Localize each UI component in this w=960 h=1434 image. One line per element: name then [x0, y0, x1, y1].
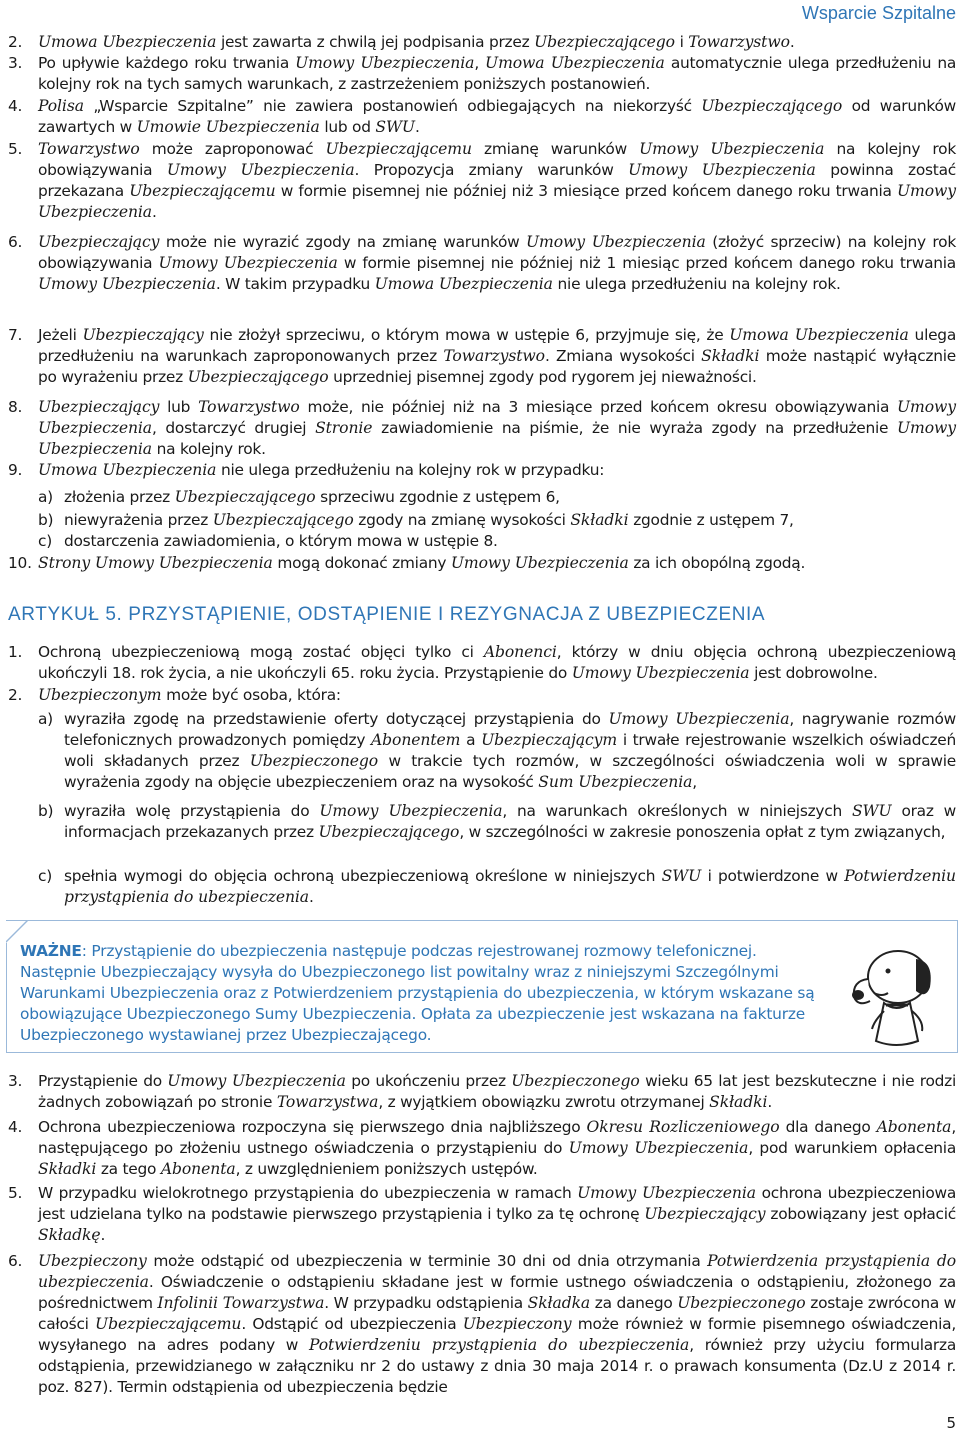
list-item-text: Przystąpienie do Umowy Ubezpieczenia po ukończeniu przez Ubezpieczonego wieku 65 lat jest bezskuteczne i nie rodzi żadnych zobowiązań po stronie Towarzystwa, z wyjątkiem obowiązku zwrotu otrzymanej Składki.	[38, 1072, 956, 1111]
numbered-list-item	[8, 685, 956, 706]
list-item-number: 2.	[8, 686, 23, 704]
sub-list-item	[38, 510, 956, 531]
list-item-text: wyraziła zgodę na przedstawienie oferty dotyczącej przystąpienia do Umowy Ubezpieczenia, nagrywanie rozmów telefonicznych prowadzonych pomiędzy Abonentem a Ubezpieczającym i trwałe rejestrowanie wszelkich oświadczeń woli składanych przez Ubezpieczonego w trakcie tych rozmów, w szczególności oświadczenia woli w sprawie wyrażenia zgody na objęcie ubezpieczeniem oraz na wysokość Sum Ubezpieczenia,	[64, 710, 956, 791]
important-notice-text	[20, 941, 830, 1046]
sub-list-item	[38, 801, 956, 843]
list-item-text: Ubezpieczony może odstąpić od ubezpieczenia w terminie 30 dni od dnia otrzymania Potwierdzenia przystąpienia do ubezpieczenia. Oświadczenie o odstąpieniu składane jest w formie ustnego oświadczenia o odstąpieniu, złożonego za pośrednictwem Infolinii Towarzystwa. W przypadku odstąpienia Składka za danego Ubezpieczonego zostaje zwrócona w całości Ubezpieczającemu. Odstąpić od ubezpieczenia Ubezpieczony może również w formie pisemnego oświadczenia, wysyłanego na adres podany w Potwierdzeniu przystąpienia do ubezpieczenia, również przy użyciu formularza odstąpienia, przewidzianego w załączniku nr 2 do ustawy z dnia 30 maja 2014 r. o prawach konsumenta (Dz.U z 2014 r. poz. 827). Termin odstąpienia od ubezpieczenia będzie	[38, 1252, 956, 1396]
document-running-header: Wsparcie Szpitalne	[801, 3, 956, 23]
numbered-list-item	[8, 553, 956, 574]
numbered-list-item	[8, 53, 957, 95]
list-item-number: c)	[38, 867, 52, 885]
list-item-text: Polisa „Wsparcie Szpitalne” nie zawiera postanowień odbiegających na niekorzyść Ubezpieczającego od warunków zawartych w Umowie Ubezpieczenia lub od SWU.	[38, 97, 956, 136]
list-item-number: b)	[38, 802, 54, 820]
list-item-number: 6.	[8, 233, 23, 251]
article-5-heading: ARTYKUŁ 5. PRZYSTĄPIENIE, ODSTĄPIENIE I REZYGNACJA Z UBEZPIECZENIA	[8, 604, 766, 625]
sub-list-item	[38, 709, 956, 793]
list-item-text: Jeżeli Ubezpieczający nie złożył sprzeciwu, o którym mowa w ustępie 6, przyjmuje się, że Umowa Ubezpieczenia ulega przedłużeniu na warunkach zaproponowanych przez Towarzystwo. Zmiana wysokości Składki może nastąpić wyłącznie po wyrażeniu przez Ubezpieczającego uprzedniej pisemnej zgody pod rygorem jej nieważności.	[38, 326, 957, 386]
list-item-number: 1.	[8, 643, 23, 661]
list-item-text: Ochroną ubezpieczeniową mogą zostać objęci tylko ci Abonenci, którzy w dniu objęcia ochroną ubezpieczeniową ukończyli 18. rok życia, a nie ukończyli 65. roku życia. Przystąpienie do Umowy Ubezpieczenia jest dobrowolne.	[38, 643, 956, 682]
list-item-number: 4.	[8, 1118, 23, 1136]
sub-list-item	[38, 531, 956, 552]
list-item-number: a)	[38, 710, 53, 728]
important-notice-box	[6, 920, 958, 1053]
list-item-number: 3.	[8, 54, 23, 72]
list-item-number: 7.	[8, 326, 23, 344]
sub-list-item	[38, 866, 956, 908]
list-item-number: 3.	[8, 1072, 23, 1090]
numbered-list-item	[8, 325, 957, 388]
numbered-list-item	[8, 96, 956, 138]
numbered-list-item	[8, 1251, 956, 1398]
numbered-list-item	[8, 232, 956, 295]
list-item-text: Strony Umowy Ubezpieczenia mogą dokonać zmiany Umowy Ubezpieczenia za ich obopólną zgodą.	[38, 554, 806, 572]
list-item-number: 4.	[8, 97, 23, 115]
list-item-number: c)	[38, 532, 52, 550]
list-item-number: 5.	[8, 1184, 23, 1202]
numbered-list-item	[8, 1071, 956, 1113]
list-item-number: 8.	[8, 398, 23, 416]
list-item-number: 5.	[8, 140, 23, 158]
list-item-number: 2.	[8, 33, 23, 51]
numbered-list-item	[8, 139, 956, 223]
important-label: WAŻNE	[20, 942, 82, 960]
numbered-list-item	[8, 460, 956, 481]
list-item-text: Ubezpieczający lub Towarzystwo może, nie później niż na 3 miesiące przed końcem okresu obowiązywania Umowy Ubezpieczenia, dostarczyć drugiej Stronie zawiadomienie na piśmie, że nie wyraża zgody na przedłużenie Umowy Ubezpieczenia na kolejny rok.	[38, 398, 956, 458]
list-item-text: Ubezpieczający może nie wyrazić zgody na zmianę warunków Umowy Ubezpieczenia (złożyć sprzeciw) na kolejny rok obowiązywania Umowy Ubezpieczenia w formie pisemnej nie później niż 1 miesiąc przed końcem danego roku trwania Umowy Ubezpieczenia. W takim przypadku Umowa Ubezpieczenia nie ulega przedłużeniu na kolejny rok.	[38, 233, 956, 293]
list-item-text: dostarczenia zawiadomienia, o którym mowa w ustępie 8.	[64, 532, 498, 550]
important-body: : Przystąpienie do ubezpieczenia następuje podczas rejestrowanej rozmowy telefonicznej. Następnie Ubezpieczający wysyła do Ubezpieczonego list powitalny wraz z niniejszymi Szczególnymi Warunkami Ubezpieczenia oraz z Potwierdzeniem przystąpienia do ubezpieczenia, w którym wskazane są obowiązujące Ubezpieczonego Sumy Ubezpieczenia. Opłata za ubezpieczenie jest wskazana na fakturze Ubezpieczonego wystawianej przez Ubezpieczającego.	[20, 942, 815, 1044]
list-item-number: 10.	[8, 554, 32, 572]
snoopy-dog-icon	[836, 931, 954, 1049]
list-item-number: 9.	[8, 461, 23, 479]
list-item-text: Ubezpieczonym może być osoba, która:	[38, 686, 341, 704]
list-item-number: a)	[38, 488, 53, 506]
numbered-list-item	[8, 397, 956, 460]
numbered-list-item	[8, 642, 956, 684]
numbered-list-item	[8, 1183, 957, 1246]
list-item-text: wyraziła wolę przystąpienia do Umowy Ubezpieczenia, na warunkach określonych w niniejszych SWU oraz w informacjach przekazanych przez Ubezpieczającego, w szczególności w zakresie ponoszenia opłat z tym związanych,	[64, 802, 956, 841]
list-item-text: Towarzystwo może zaproponować Ubezpieczającemu zmianę warunków Umowy Ubezpieczenia na kolejny rok obowiązywania Umowy Ubezpieczenia. Propozycja zmiany warunków Umowy Ubezpieczenia powinna zostać przekazana Ubezpieczającemu w formie pisemnej nie później niż 3 miesiące przed końcem danego roku trwania Umowy Ubezpieczenia.	[38, 140, 956, 221]
list-item-number: 6.	[8, 1252, 23, 1270]
list-item-text: Umowa Ubezpieczenia nie ulega przedłużeniu na kolejny rok w przypadku:	[38, 461, 605, 479]
list-item-text: Po upływie każdego roku trwania Umowy Ubezpieczenia, Umowa Ubezpieczenia automatycznie ulega przedłużeniu na kolejny rok na tych samych warunkach, z zastrzeżeniem poniższych postanowień.	[38, 54, 957, 93]
page-number: 5	[946, 1414, 956, 1432]
list-item-text: W przypadku wielokrotnego przystąpienia do ubezpieczenia w ramach Umowy Ubezpieczenia ochrona ubezpieczeniowa jest udzielana tylko na podstawie pierwszego przystąpienia i tylko za tę ochronę Ubezpieczający zobowiązany jest opłacić Składkę.	[38, 1184, 957, 1244]
notice-corner-mask	[6, 921, 26, 941]
sub-list-item	[38, 487, 956, 508]
list-item-text: Ochrona ubezpieczeniowa rozpoczyna się pierwszego dnia najbliższego Okresu Rozliczeniowego dla danego Abonenta, następującego po złożeniu ustnego oświadczenia o przystąpieniu do Umowy Ubezpieczenia, pod warunkiem opłacenia Składki za tego Abonenta, z uwzględnieniem poniższych ustępów.	[38, 1118, 956, 1178]
list-item-text: spełnia wymogi do objęcia ochroną ubezpieczeniową określone w niniejszych SWU i potwierdzone w Potwierdzeniu przystąpienia do ubezpieczenia.	[64, 867, 956, 906]
list-item-text: złożenia przez Ubezpieczającego sprzeciwu zgodnie z ustępem 6,	[64, 488, 560, 506]
list-item-number: b)	[38, 511, 54, 529]
numbered-list-item	[8, 32, 956, 53]
numbered-list-item	[8, 1117, 956, 1180]
notice-left-border	[6, 943, 7, 1052]
list-item-text: Umowa Ubezpieczenia jest zawarta z chwilą jej podpisania przez Ubezpieczającego i Towarzystwo.	[38, 33, 795, 51]
list-item-text: niewyrażenia przez Ubezpieczającego zgody na zmianę wysokości Składki zgodnie z ustępem 7,	[64, 511, 794, 529]
